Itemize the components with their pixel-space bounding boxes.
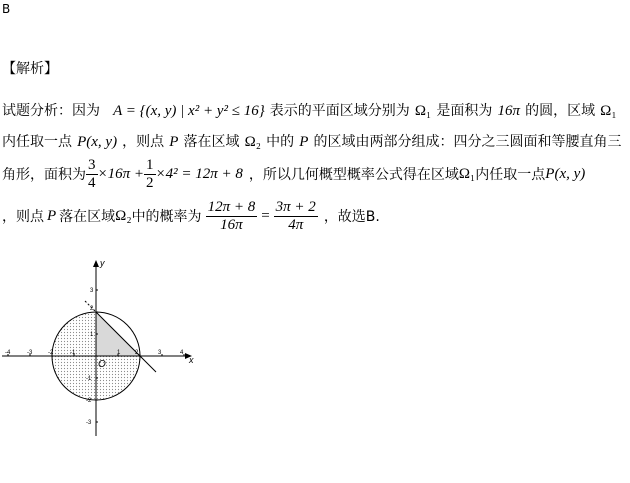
p-symbol: P	[169, 134, 179, 150]
line4-text: ，则点	[2, 209, 44, 225]
line2-text5: 的区域由两部分组成：四分之三圆面和等腰直角三	[313, 134, 622, 150]
coordinate-graph	[0, 250, 200, 445]
y-tick-label: 3	[90, 288, 94, 294]
y-tick-label: 2	[90, 306, 94, 312]
y-tick-label: 1	[90, 332, 94, 338]
equals-sign: =	[261, 207, 270, 224]
p-symbol-3: P	[47, 207, 57, 224]
y-axis-label: y	[100, 258, 105, 268]
line3-mid: ×16π +	[97, 165, 145, 182]
line2-text3: 落在区域	[183, 134, 240, 150]
fraction-probability: $\frac{12\pi + 8}{16\pi}$	[207, 198, 256, 233]
line4-text2: 落在区域	[59, 209, 116, 225]
answer-label: B	[2, 2, 11, 16]
y-tick-label: -2	[86, 398, 92, 404]
x-tick-label: -3	[27, 350, 33, 356]
solution-line-2	[2, 131, 621, 151]
x-tick-label: -2	[48, 350, 54, 356]
fraction-simplified: $\frac{3\pi + 2}{4\pi}$	[275, 198, 316, 233]
y-tick-label: -1	[86, 376, 92, 382]
line-extension	[140, 356, 156, 372]
omega1-symbol-b: Ω₁	[600, 103, 617, 119]
x-tick-label: 1	[117, 350, 121, 356]
y-axis-arrow	[93, 260, 99, 267]
line2-text2: ，则点	[122, 134, 165, 150]
fraction-three-quarters: $\frac{3}{4}$	[88, 156, 96, 191]
x-axis-label: x	[189, 355, 194, 365]
y-tick-label: -3	[86, 420, 92, 426]
line4-text3: 中的概率为	[131, 209, 202, 225]
x-tick-label: -1	[70, 350, 76, 356]
line1-lead: 试题分析：因为	[2, 103, 100, 119]
line2-text: 内任取一点	[2, 134, 72, 150]
solution-line-4	[2, 196, 380, 236]
circle-area: 16π	[497, 103, 520, 119]
x-tick-label: -4	[5, 350, 11, 356]
omega1-symbol: Ω₁	[414, 103, 432, 119]
fraction-one-half: $\frac{1}{2}$	[146, 156, 154, 191]
origin-label: O	[98, 359, 106, 370]
line1-text: 表示的平面区域分别为	[269, 103, 410, 119]
line1-text2: 是面积为	[436, 103, 493, 119]
point-p: P(x, y)	[77, 134, 118, 150]
line3-tail: ×4² = 12π + 8	[155, 165, 243, 182]
solution-line-3	[2, 156, 585, 192]
solution-line-1	[2, 100, 617, 120]
line3-text3: 内任取一点	[475, 167, 546, 183]
omega1-symbol-c: Ω₁	[458, 165, 476, 182]
p-symbol-2: P	[299, 134, 309, 150]
line3-text: 角形，面积为	[2, 167, 86, 183]
line2-text4: 中的	[266, 134, 295, 150]
set-expression: A = {(x, y) | x² + y² ≤ 16}	[113, 103, 265, 119]
x-tick-label: 2	[135, 350, 139, 356]
line4-text4: ，故选B.	[323, 209, 380, 225]
line1-text3: 的圆，区域	[525, 103, 596, 119]
line3-text2: ，所以几何概型概率公式得在区域	[248, 167, 459, 183]
point-p-2: P(x, y)	[545, 165, 586, 182]
section-title: 【解析】	[2, 61, 58, 77]
omega2-symbol-b: Ω₂	[115, 207, 132, 224]
x-tick-label: 3	[158, 350, 162, 356]
x-tick-label: 4	[180, 350, 184, 356]
omega2-symbol: Ω₂	[244, 134, 261, 150]
